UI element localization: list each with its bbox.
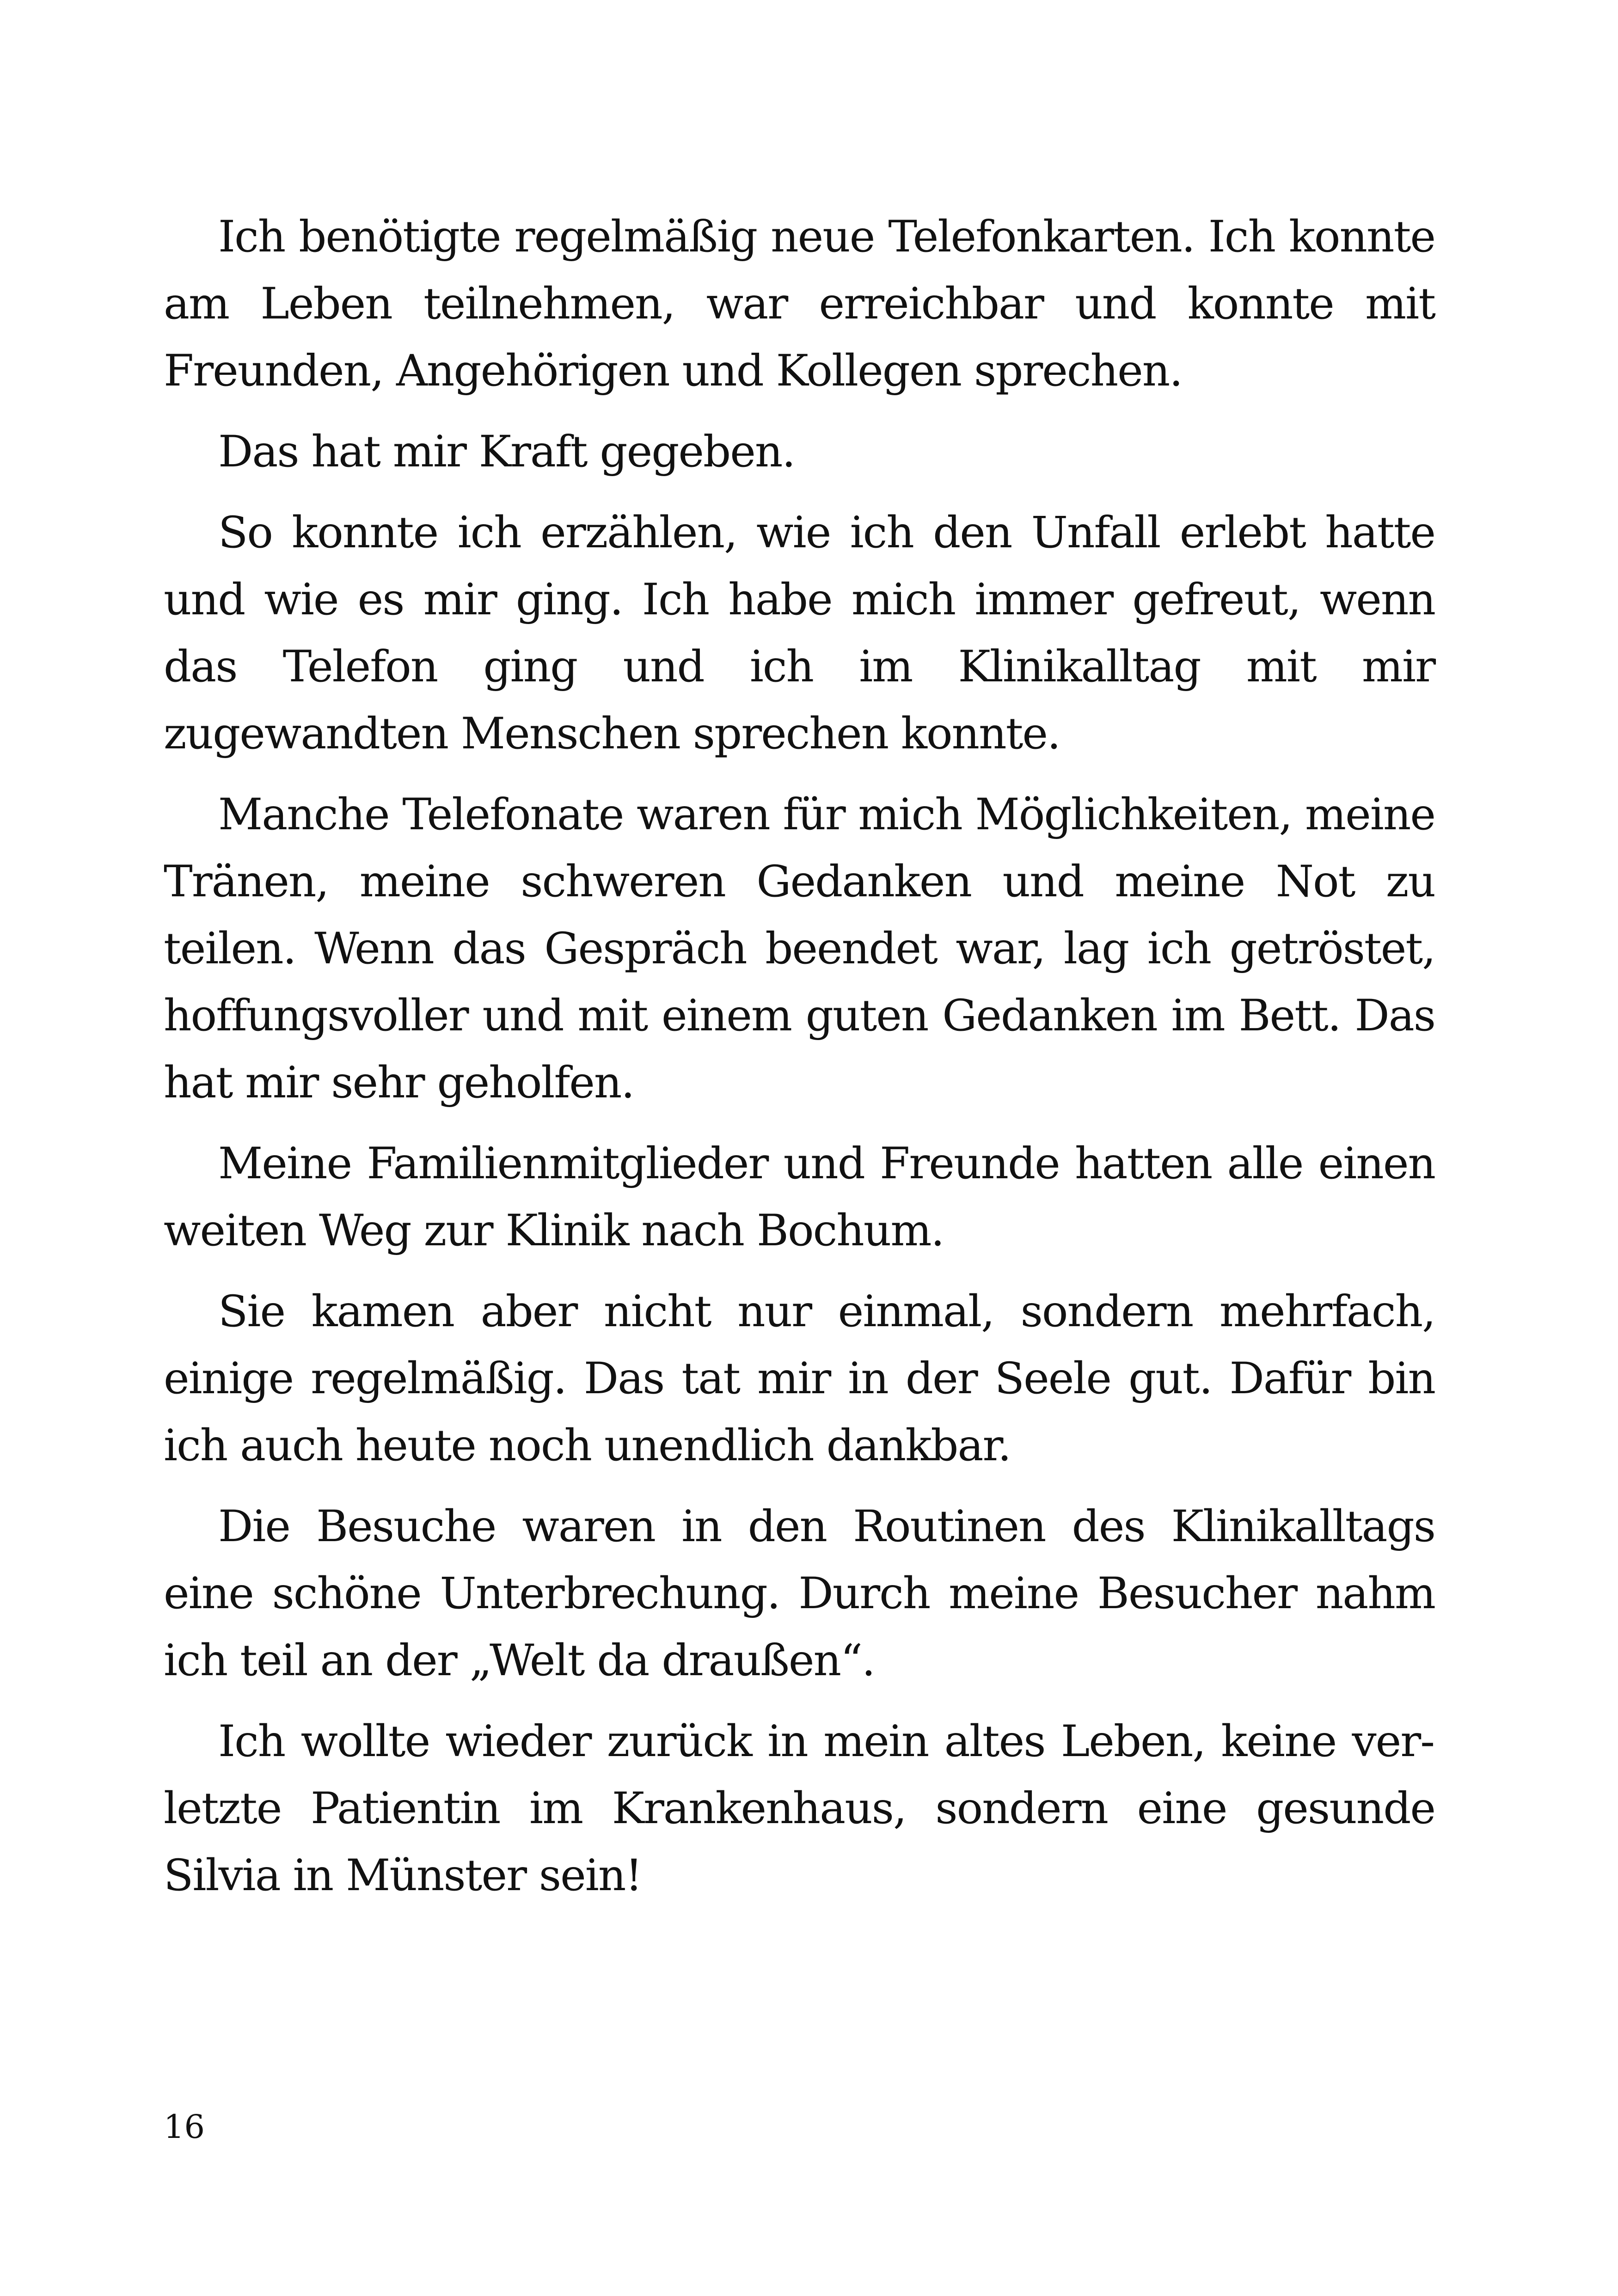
page-number: 16 <box>164 2108 205 2146</box>
paragraph-3: So konnte ich erzählen, wie ich den Unfall erlebt hatte und wie es mir ging. Ich habe mich immer gefreut, wenn das Telefon ging und ich im Klinikalltag mit mir zugewandten Menschen sprechen konnte. <box>164 508 1435 759</box>
paragraph-6: Sie kamen aber nicht nur einmal, sondern mehrfach, einige regelmäßig. Das tat mir in der Seele gut. Dafür bin ich auch heute noch unendlich dankbar. <box>164 1286 1435 1471</box>
paragraph-2: Das hat mir Kraft gegeben. <box>218 427 795 477</box>
paragraph-5: Meine Familienmitglieder und Freunde hatten alle einen weiten Weg zur Klinik nach Bochum. <box>164 1139 1435 1256</box>
paragraph-1: Ich benötigte regelmäßig neue Telefonkarten. Ich konnte am Leben teilnehmen, war erreichbar und konnte mit Freunden, Angehörigen und Kollegen sprechen. <box>164 212 1435 396</box>
paragraph-8: Ich wollte wieder zurück in mein altes Leben, keine verletzte Patientin im Krankenhaus, sondern eine gesunde Silvia in Münster sein! <box>164 1716 1435 1901</box>
body-text <box>164 203 1435 1923</box>
paragraph-4: Manche Telefonate waren für mich Möglichkeiten, meine Tränen, meine schweren Gedanken und meine Not zu teilen. Wenn das Gespräch beendet war, lag ich getröstet, hoffungsvoller und mit einem guten Gedanken im Bett. Das hat mir sehr geholfen. <box>164 790 1435 1108</box>
paragraph-7: Die Besuche waren in den Routinen des Klinikalltags eine schöne Unterbrechung. Durch meine Besucher nahm ich teil an der „Welt da draußen“. <box>164 1501 1435 1686</box>
